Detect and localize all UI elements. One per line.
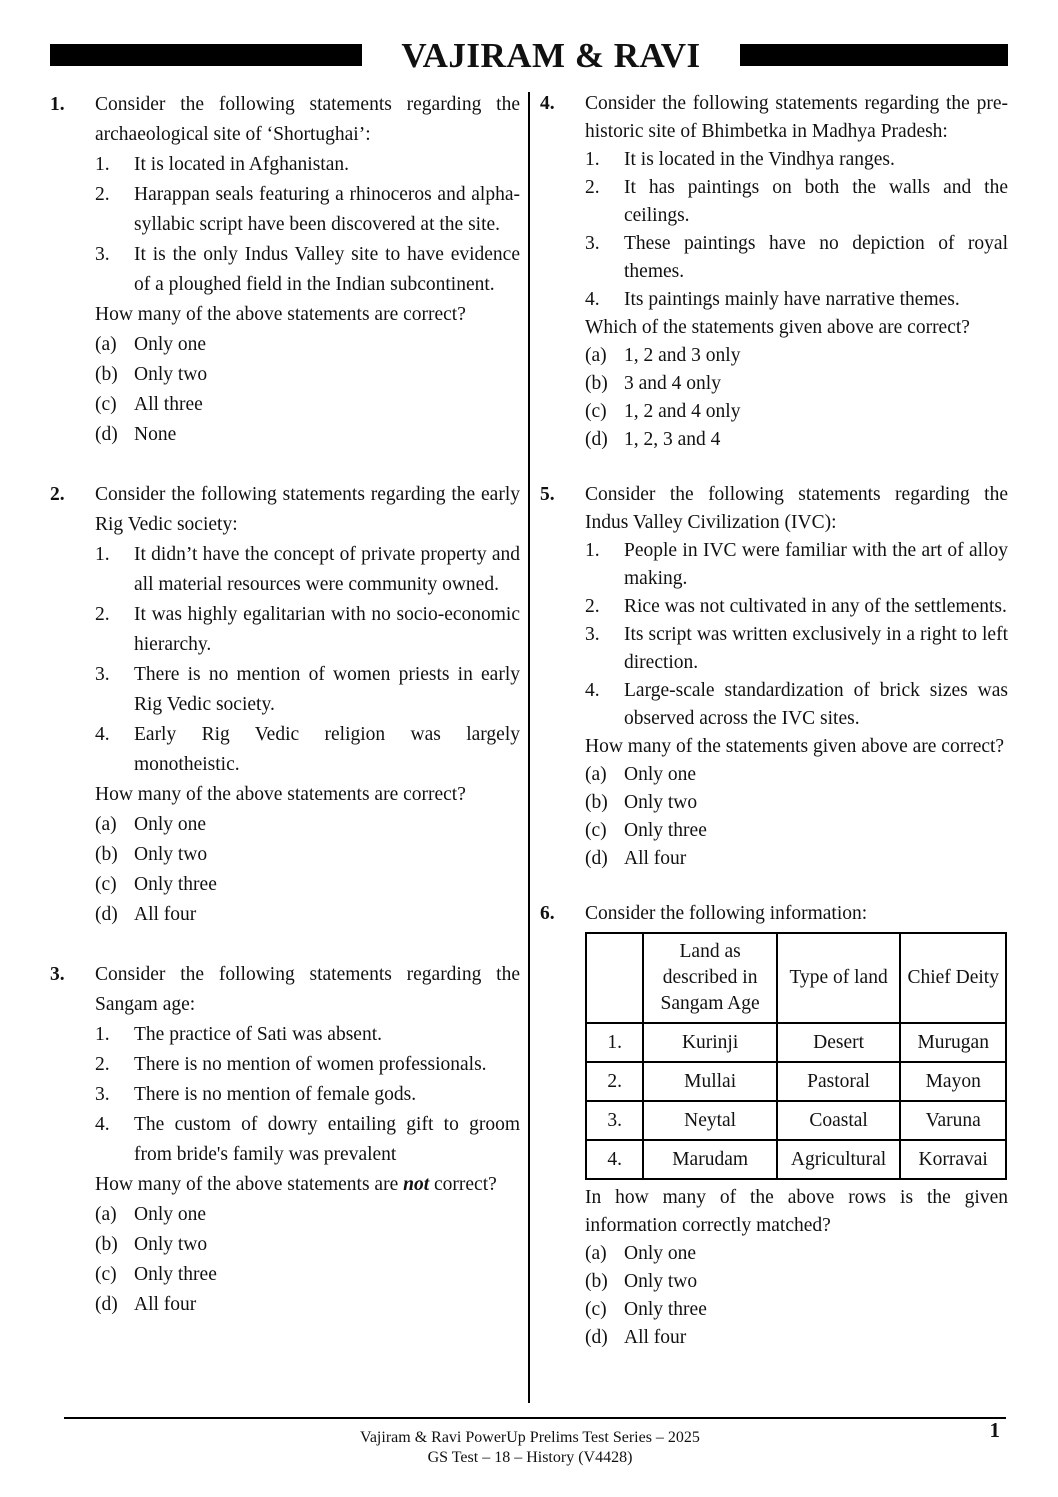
option-text: Only two — [624, 792, 698, 813]
table-row — [586, 1101, 1006, 1140]
question-5 — [540, 481, 1008, 873]
statement-item — [585, 286, 1008, 314]
table-header-cell: Chief Deity — [900, 933, 1006, 1023]
page-header — [50, 36, 1008, 78]
table-cell: Marudam — [643, 1140, 776, 1179]
table-cell: Mayon — [900, 1062, 1006, 1101]
option-text: Only three — [134, 1264, 217, 1285]
statement-text: The custom of dowry entailing gift to groom from bride's family was prevalent — [134, 1114, 520, 1165]
question-3 — [50, 960, 520, 1320]
answer-option — [585, 342, 1008, 370]
statement-item — [585, 677, 1008, 733]
answer-option — [95, 870, 520, 900]
option-label: (c) — [585, 820, 607, 841]
option-label: (c) — [95, 1264, 117, 1285]
option-text: Only two — [134, 364, 208, 385]
answer-option — [95, 900, 520, 930]
question-number: 1. — [50, 94, 65, 115]
statement-number: 1. — [95, 544, 110, 565]
statement-number: 2. — [585, 596, 600, 617]
option-label: (b) — [585, 792, 608, 813]
answer-option — [95, 1200, 520, 1230]
statement-number: 4. — [585, 680, 600, 701]
option-text: Only one — [134, 814, 207, 835]
header-title: VAJIRAM & RAVI — [401, 36, 701, 75]
answer-option — [585, 789, 1008, 817]
table-row — [586, 1062, 1006, 1101]
footer-series: Vajiram & Ravi PowerUp Prelims Test Series – 2025 — [360, 1429, 700, 1446]
question-number: 5. — [540, 484, 555, 505]
statement-text: It was highly egalitarian with no socio-economic hierarchy. — [134, 604, 520, 655]
option-text: Only three — [134, 874, 217, 895]
answer-option — [585, 817, 1008, 845]
answer-option — [585, 1324, 1008, 1352]
emphasis-not: not — [403, 1174, 430, 1195]
table-header-cell: Land as described in Sangam Age — [643, 933, 776, 1023]
option-label: (d) — [585, 429, 608, 450]
table-cell: 3. — [586, 1101, 643, 1140]
statement-text: There is no mention of women professionals. — [134, 1054, 487, 1075]
statement-text: Early Rig Vedic religion was largely monotheistic. — [134, 724, 520, 775]
column-divider — [528, 92, 530, 1403]
statement-item — [95, 1020, 520, 1050]
question-stem: Consider the following statements regarding the archaeological site of ‘Shortughai’: — [95, 94, 520, 145]
statement-item — [585, 621, 1008, 677]
statement-text: Harappan seals featuring a rhinoceros and alpha-syllabic script have been discovered at the site. — [134, 184, 520, 235]
question-prompt: In how many of the above rows is the given information correctly matched? — [585, 1187, 1008, 1236]
table-cell: Korravai — [900, 1140, 1006, 1179]
statement-text: Rice was not cultivated in any of the settlements. — [624, 596, 1007, 617]
option-text: Only one — [134, 1204, 207, 1225]
question-prompt: How many of the above statements are not correct? — [95, 1174, 497, 1195]
answer-option — [585, 398, 1008, 426]
option-label: (d) — [95, 904, 118, 925]
statement-number: 3. — [95, 1084, 110, 1105]
question-prompt: How many of the above statements are correct? — [95, 304, 466, 325]
statement-item — [585, 146, 1008, 174]
statement-text: The practice of Sati was absent. — [134, 1024, 382, 1045]
statement-number: 1. — [95, 1024, 110, 1045]
answer-option — [585, 761, 1008, 789]
table-cell: 1. — [586, 1023, 643, 1062]
option-label: (b) — [585, 373, 608, 394]
option-label: (a) — [585, 764, 607, 785]
option-text: Only one — [624, 1243, 697, 1264]
table-cell: 2. — [586, 1062, 643, 1101]
statement-text: There is no mention of female gods. — [134, 1084, 417, 1105]
statement-item — [95, 180, 520, 240]
answer-option — [95, 1230, 520, 1260]
footer-test: GS Test – 18 – History (V4428) — [427, 1449, 633, 1466]
statement-text: It is the only Indus Valley site to have evidence of a ploughed field in the Indian subcontinent. — [134, 244, 520, 295]
question-6 — [540, 900, 1008, 1352]
table-cell: Varuna — [900, 1101, 1006, 1140]
option-label: (a) — [95, 1204, 117, 1225]
page-number: 1 — [989, 1418, 1000, 1442]
statement-text: It has paintings on both the walls and the ceilings. — [624, 177, 1008, 226]
option-label: (a) — [585, 1243, 607, 1264]
statement-number: 4. — [95, 1114, 110, 1135]
option-text: None — [134, 424, 177, 445]
statement-number: 2. — [95, 1054, 110, 1075]
page-footer — [230, 1428, 830, 1468]
table-cell: Agricultural — [777, 1140, 901, 1179]
answer-option — [95, 360, 520, 390]
option-label: (b) — [95, 364, 118, 385]
question-stem: Consider the following statements regarding the Indus Valley Civilization (IVC): — [585, 484, 1008, 533]
table-cell: 4. — [586, 1140, 643, 1179]
option-text: All three — [134, 394, 203, 415]
table-cell: Pastoral — [777, 1062, 901, 1101]
option-text: 1, 2, 3 and 4 — [624, 429, 721, 450]
question-number: 4. — [540, 93, 555, 114]
option-text: 3 and 4 only — [624, 373, 721, 394]
option-text: All four — [134, 1294, 197, 1315]
option-label: (d) — [95, 1294, 118, 1315]
statement-item — [585, 593, 1008, 621]
statement-text: Large-scale standardization of brick sizes was observed across the IVC sites. — [624, 680, 1008, 729]
statement-text: Its script was written exclusively in a right to left direction. — [624, 624, 1008, 673]
statement-item — [585, 230, 1008, 286]
statement-text: There is no mention of women priests in early Rig Vedic society. — [134, 664, 520, 715]
option-text: All four — [624, 1327, 687, 1348]
answer-option — [585, 1296, 1008, 1324]
table-cell: Murugan — [900, 1023, 1006, 1062]
statement-item — [95, 600, 520, 660]
option-label: (c) — [95, 874, 117, 895]
option-label: (d) — [585, 848, 608, 869]
statement-item — [585, 537, 1008, 593]
table-header-cell — [586, 933, 643, 1023]
header-bar-left — [50, 44, 362, 66]
statement-text: It is located in the Vindhya ranges. — [624, 149, 895, 170]
answer-option — [95, 330, 520, 360]
option-label: (a) — [585, 345, 607, 366]
option-label: (b) — [95, 844, 118, 865]
table-cell: Mullai — [643, 1062, 776, 1101]
option-text: Only two — [134, 844, 208, 865]
statement-item — [95, 720, 520, 780]
answer-option — [95, 390, 520, 420]
statement-item — [95, 660, 520, 720]
footer-rule — [64, 1417, 1006, 1419]
answer-option — [95, 810, 520, 840]
statement-item — [95, 1080, 520, 1110]
option-text: Only three — [624, 1299, 707, 1320]
option-text: All four — [624, 848, 687, 869]
answer-option — [585, 1240, 1008, 1268]
statement-number: 3. — [585, 233, 600, 254]
statement-number: 1. — [95, 154, 110, 175]
option-text: 1, 2 and 4 only — [624, 401, 741, 422]
statement-number: 1. — [585, 149, 600, 170]
table-cell: Neytal — [643, 1101, 776, 1140]
sangam-land-table — [585, 932, 1007, 1180]
statement-number: 2. — [585, 177, 600, 198]
question-1 — [50, 90, 520, 450]
table-row — [586, 1023, 1006, 1062]
statement-number: 1. — [585, 540, 600, 561]
table-header-row — [586, 933, 1006, 1023]
option-label: (b) — [95, 1234, 118, 1255]
question-4 — [540, 90, 1008, 454]
option-text: Only one — [624, 764, 697, 785]
option-text: Only three — [624, 820, 707, 841]
question-stem: Consider the following statements regarding the pre-historic site of Bhimbetka in Madhya Pradesh: — [585, 93, 1008, 142]
statement-item — [585, 174, 1008, 230]
answer-option — [95, 1260, 520, 1290]
statement-item — [95, 540, 520, 600]
question-stem: Consider the following statements regarding the early Rig Vedic society: — [95, 484, 520, 535]
question-prompt: How many of the statements given above are correct? — [585, 736, 1005, 757]
statement-text: It is located in Afghanistan. — [134, 154, 349, 175]
table-cell: Kurinji — [643, 1023, 776, 1062]
question-number: 6. — [540, 903, 555, 924]
statement-number: 4. — [95, 724, 110, 745]
statement-item — [95, 240, 520, 300]
option-text: All four — [134, 904, 197, 925]
question-prompt: Which of the statements given above are correct? — [585, 317, 970, 338]
question-2 — [50, 480, 520, 930]
table-cell: Coastal — [777, 1101, 901, 1140]
statement-number: 2. — [95, 184, 110, 205]
statement-number: 3. — [585, 624, 600, 645]
right-column — [540, 90, 1008, 1352]
question-stem: Consider the following information: — [585, 903, 868, 924]
option-text: Only two — [624, 1271, 698, 1292]
table-cell: Desert — [777, 1023, 901, 1062]
table-header-cell: Type of land — [777, 933, 901, 1023]
question-prompt: How many of the above statements are correct? — [95, 784, 466, 805]
option-label: (d) — [585, 1327, 608, 1348]
option-label: (c) — [585, 1299, 607, 1320]
answer-option — [585, 845, 1008, 873]
option-label: (a) — [95, 814, 117, 835]
answer-option — [95, 840, 520, 870]
answer-option — [585, 426, 1008, 454]
statement-text: These paintings have no depiction of royal themes. — [624, 233, 1008, 282]
option-label: (c) — [585, 401, 607, 422]
option-label: (b) — [585, 1271, 608, 1292]
statement-item — [95, 1050, 520, 1080]
option-label: (c) — [95, 394, 117, 415]
option-text: 1, 2 and 3 only — [624, 345, 741, 366]
option-label: (d) — [95, 424, 118, 445]
question-number: 3. — [50, 964, 65, 985]
statement-number: 2. — [95, 604, 110, 625]
option-label: (a) — [95, 334, 117, 355]
question-stem: Consider the following statements regarding the Sangam age: — [95, 964, 520, 1015]
answer-option — [95, 420, 520, 450]
question-number: 2. — [50, 484, 65, 505]
option-text: Only two — [134, 1234, 208, 1255]
option-text: Only one — [134, 334, 207, 355]
answer-option — [585, 1268, 1008, 1296]
table-row — [586, 1140, 1006, 1179]
statement-item — [95, 1110, 520, 1170]
statement-text: People in IVC were familiar with the art of alloy making. — [624, 540, 1008, 589]
answer-option — [95, 1290, 520, 1320]
left-column — [50, 90, 520, 1320]
statement-number: 3. — [95, 244, 110, 265]
statement-number: 4. — [585, 289, 600, 310]
header-bar-right — [740, 44, 1008, 66]
statement-text: Its paintings mainly have narrative themes. — [624, 289, 960, 310]
statement-item — [95, 150, 520, 180]
answer-option — [585, 370, 1008, 398]
statement-number: 3. — [95, 664, 110, 685]
statement-text: It didn’t have the concept of private property and all material resources were community owned. — [134, 544, 520, 595]
